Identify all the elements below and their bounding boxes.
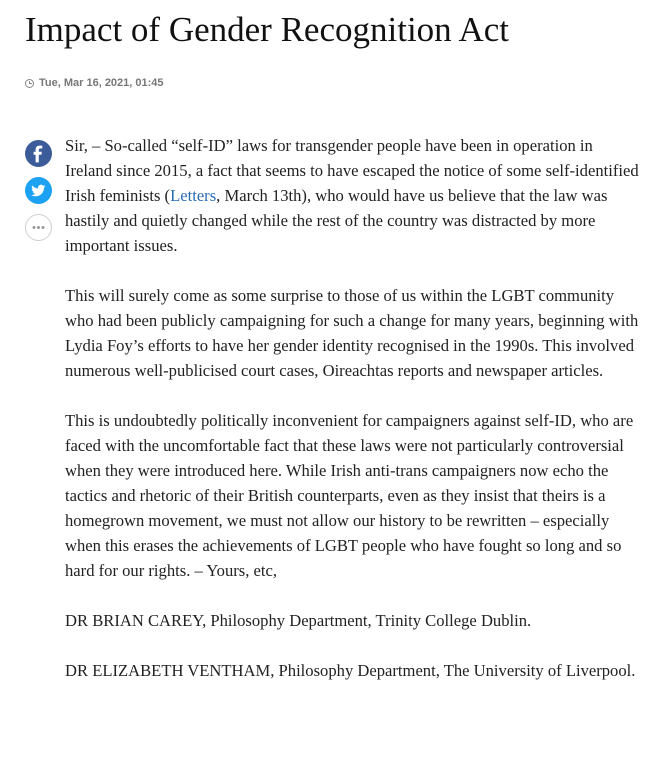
article-paragraph — [65, 133, 640, 258]
paragraph-text: , March 13th), who would have us believe that the law was hastily and quietly changed while the rest of the country was distracted by more important issues. — [65, 186, 608, 255]
article-title: Impact of Gender Recognition Act — [25, 10, 510, 49]
letters-link[interactable]: Letters — [170, 186, 217, 205]
article-body — [65, 133, 640, 708]
article-date: Tue, Mar 16, 2021, 01:45 — [39, 77, 164, 89]
share-bar — [25, 140, 53, 251]
facebook-icon — [25, 140, 52, 167]
facebook-share-button[interactable] — [25, 140, 52, 167]
signature: DR ELIZABETH VENTHAM, Philosophy Department, The University of Liverpool. — [65, 661, 636, 680]
article-dateline — [25, 77, 164, 89]
clock-icon — [25, 79, 34, 88]
signature: DR BRIAN CAREY, Philosophy Department, Trinity College Dublin. — [65, 611, 532, 630]
article-paragraph: This is undoubtedly politically inconvenient for campaigners against self-ID, who are faced with the uncomfortable fact that these laws were not particularly controversial when they were introduced here. While Irish anti-trans campaigners now echo the tactics and rhetoric of their British counterparts, even as they insist that theirs is a homegrown movement, we must not allow our history to be rewritten – especially when this erases the achievements of LGBT people who have fought so long and so hard for our rights. – Yours, etc, — [65, 411, 634, 580]
article-paragraph: This will surely come as some surprise to those of us within the LGBT community who had been publicly campaigning for such a change for many years, beginning with Lydia Foy’s efforts to have her gender identity recognised in the 1990s. This involved numerous well-publicised court cases, Oireachtas reports and newspaper articles. — [65, 286, 639, 380]
more-icon — [26, 215, 51, 240]
paragraph-text: Sir, – So-called “self-ID” laws for transgender people have been in operation in Ireland since 2015, a fact that seems to have escaped the notice of some self-identified Irish feminists ( — [65, 136, 639, 205]
twitter-icon — [25, 177, 52, 204]
more-share-button[interactable] — [25, 214, 52, 241]
twitter-share-button[interactable] — [25, 177, 52, 204]
